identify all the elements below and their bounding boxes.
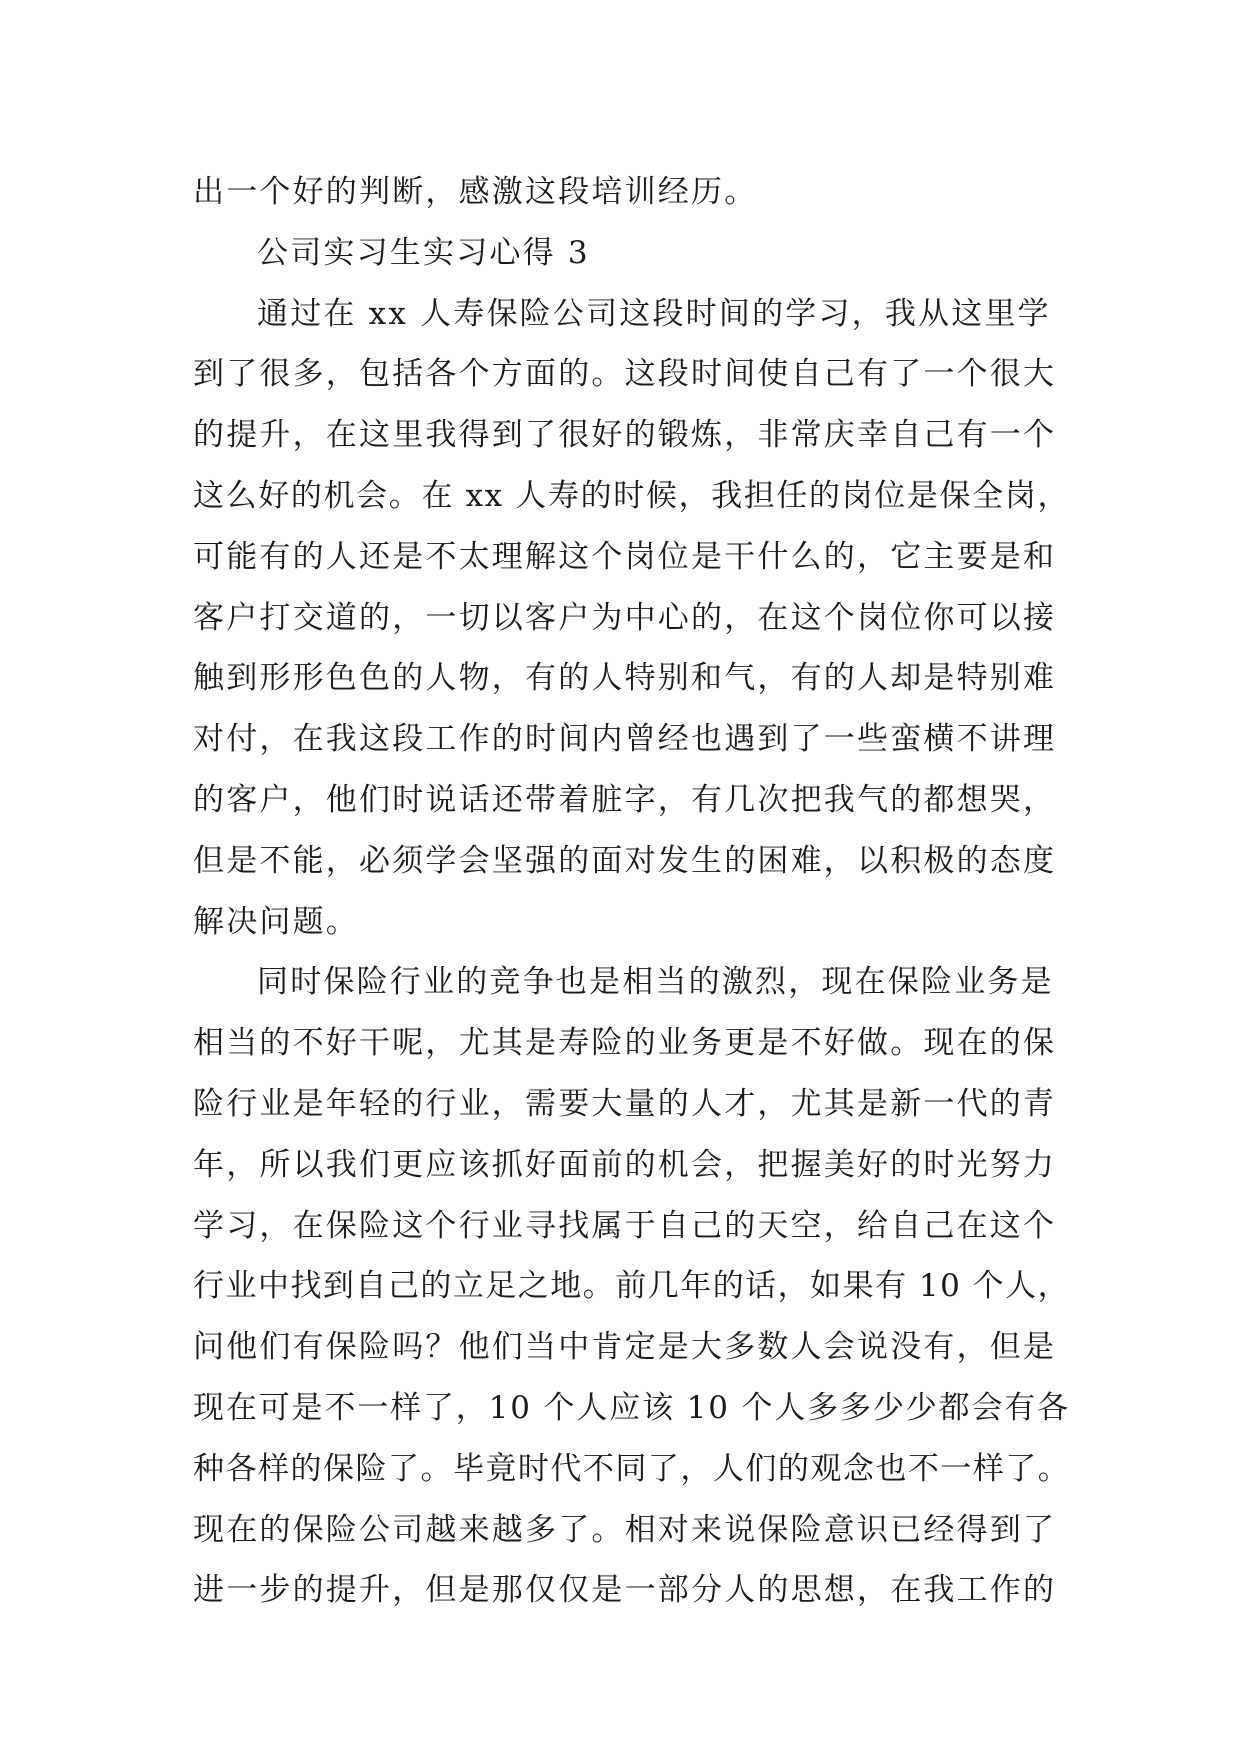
text-line: 学习，在保险这个行业寻找属于自己的天空，给自己在这个 (193, 1207, 1057, 1244)
text-line: 行业中找到自己的立足之地。前几年的话，如果有 10 个人， (193, 1268, 1071, 1305)
text-line: 进一步的提升，但是那仅仅是一部分人的思想，在我工作的 (193, 1572, 1057, 1609)
text-line: 问他们有保险吗？他们当中肯定是大多数人会说没有，但是 (193, 1329, 1057, 1366)
body-text (193, 162, 1073, 1621)
text-line: 险行业是年轻的行业，需要大量的人才，尤其是新一代的青 (193, 1085, 1057, 1122)
text-line: 到了很多，包括各个方面的。这段时间使自己有了一个很大 (193, 356, 1057, 393)
text-line: 通过在 xx 人寿保险公司这段时间的学习，我从这里学 (257, 295, 1051, 332)
text-line: 年，所以我们更应该抓好面前的机会，把握美好的时光努力 (193, 1146, 1057, 1183)
text-line: 客户打交道的，一切以客户为中心的，在这个岗位你可以接 (193, 599, 1057, 636)
text-line: 现在可是不一样了，10 个人应该 10 个人多多少少都会有各 (193, 1389, 1070, 1426)
text-line: 对付，在我这段工作的时间内曾经也遇到了一些蛮横不讲理 (193, 721, 1057, 758)
text-line: 可能有的人还是不太理解这个岗位是干什么的，它主要是和 (193, 538, 1057, 575)
text-line: 相当的不好干呢，尤其是寿险的业务更是不好做。现在的保 (193, 1025, 1057, 1062)
text-line: 这么好的机会。在 xx 人寿的时候，我担任的岗位是保全岗， (193, 477, 1071, 514)
text-line: 出一个好的判断，感激这段培训经历。 (193, 174, 758, 210)
section-heading: 公司实习生实习心得 3 (257, 234, 590, 271)
text-line: 解决问题。 (193, 903, 359, 940)
text-line: 的客户，他们时说话还带着脏字，有几次把我气的都想哭， (193, 781, 1057, 818)
text-line: 同时保险行业的竞争也是相当的激烈，现在保险业务是 (257, 964, 1054, 1001)
text-line: 的提升，在这里我得到了很好的锻炼，非常庆幸自己有一个 (193, 417, 1057, 454)
text-line: 现在的保险公司越来越多了。相对来说保险意识已经得到了 (193, 1511, 1057, 1548)
text-line: 但是不能，必须学会坚强的面对发生的困难，以积极的态度 (193, 842, 1057, 879)
text-line: 触到形形色色的人物，有的人特别和气，有的人却是特别难 (193, 660, 1057, 697)
text-line: 种各样的保险了。毕竟时代不同了，人们的观念也不一样了。 (193, 1450, 1071, 1487)
